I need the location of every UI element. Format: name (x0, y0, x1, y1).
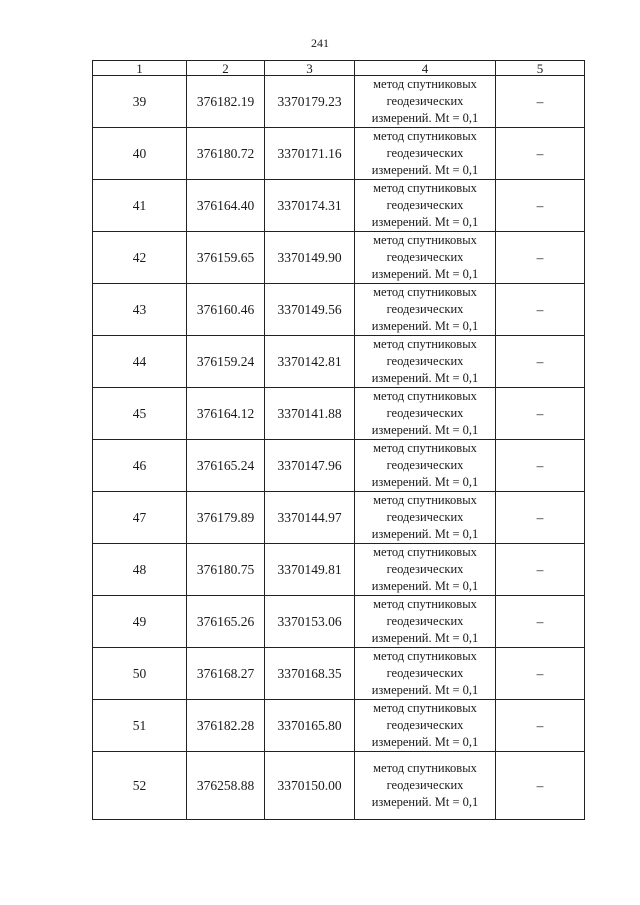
measurement-method (355, 700, 496, 752)
measurement-method-line: геодезических (386, 562, 464, 576)
note-cell: – (496, 336, 585, 388)
note-cell: – (496, 440, 585, 492)
table-row (93, 76, 585, 128)
note-cell: – (496, 752, 585, 820)
measurement-method-line: измерений. Mt = 0,1 (371, 527, 479, 541)
measurement-method (355, 544, 496, 596)
y-coordinate: 3370174.31 (265, 180, 355, 232)
measurement-method-line: геодезических (386, 510, 464, 524)
table-row (93, 596, 585, 648)
table-row (93, 544, 585, 596)
x-coordinate: 376165.26 (187, 596, 265, 648)
x-coordinate: 376258.88 (187, 752, 265, 820)
measurement-method-line: метод спутниковых (373, 77, 477, 91)
column-header-5: 5 (496, 61, 585, 76)
measurement-method-line: геодезических (386, 778, 464, 792)
measurement-method-line: измерений. Mt = 0,1 (371, 215, 479, 229)
measurement-method-line: метод спутниковых (373, 649, 477, 663)
measurement-method-line: метод спутниковых (373, 761, 477, 775)
y-coordinate: 3370165.80 (265, 700, 355, 752)
measurement-method-line: измерений. Mt = 0,1 (371, 111, 479, 125)
note-cell: – (496, 648, 585, 700)
point-number: 45 (93, 388, 187, 440)
note-cell: – (496, 128, 585, 180)
x-coordinate: 376180.75 (187, 544, 265, 596)
table-row (93, 752, 585, 820)
table-row (93, 440, 585, 492)
point-number: 49 (93, 596, 187, 648)
measurement-method-line: геодезических (386, 354, 464, 368)
measurement-method-line: измерений. Mt = 0,1 (371, 319, 479, 333)
measurement-method-line: измерений. Mt = 0,1 (371, 579, 479, 593)
note-cell: – (496, 180, 585, 232)
note-cell: – (496, 232, 585, 284)
measurement-method-line: метод спутниковых (373, 441, 477, 455)
measurement-method-line: измерений. Mt = 0,1 (371, 163, 479, 177)
measurement-method-line: измерений. Mt = 0,1 (371, 371, 479, 385)
point-number: 44 (93, 336, 187, 388)
column-header-3: 3 (265, 61, 355, 76)
measurement-method-line: геодезических (386, 406, 464, 420)
measurement-method-line: измерений. Mt = 0,1 (371, 475, 479, 489)
measurement-method (355, 76, 496, 128)
x-coordinate: 376182.28 (187, 700, 265, 752)
point-number: 42 (93, 232, 187, 284)
y-coordinate: 3370153.06 (265, 596, 355, 648)
column-header-1: 1 (93, 61, 187, 76)
measurement-method (355, 284, 496, 336)
y-coordinate: 3370149.81 (265, 544, 355, 596)
measurement-method-line: метод спутниковых (373, 129, 477, 143)
measurement-method (355, 752, 496, 820)
column-header-2: 2 (187, 61, 265, 76)
point-number: 48 (93, 544, 187, 596)
note-cell: – (496, 388, 585, 440)
table-row (93, 336, 585, 388)
x-coordinate: 376165.24 (187, 440, 265, 492)
x-coordinate: 376159.65 (187, 232, 265, 284)
y-coordinate: 3370147.96 (265, 440, 355, 492)
measurement-method-line: геодезических (386, 94, 464, 108)
y-coordinate: 3370149.90 (265, 232, 355, 284)
measurement-method-line: измерений. Mt = 0,1 (371, 631, 479, 645)
measurement-method-line: метод спутниковых (373, 597, 477, 611)
measurement-method-line: геодезических (386, 614, 464, 628)
measurement-method-line: геодезических (386, 666, 464, 680)
column-header-4: 4 (355, 61, 496, 76)
measurement-method (355, 648, 496, 700)
point-number: 50 (93, 648, 187, 700)
measurement-method-line: метод спутниковых (373, 233, 477, 247)
measurement-method-line: измерений. Mt = 0,1 (371, 423, 479, 437)
note-cell: – (496, 284, 585, 336)
point-number: 41 (93, 180, 187, 232)
measurement-method-line: геодезических (386, 198, 464, 212)
measurement-method-line: измерений. Mt = 0,1 (371, 267, 479, 281)
point-number: 43 (93, 284, 187, 336)
table-row (93, 232, 585, 284)
measurement-method-line: геодезических (386, 146, 464, 160)
y-coordinate: 3370150.00 (265, 752, 355, 820)
y-coordinate: 3370179.23 (265, 76, 355, 128)
x-coordinate: 376164.40 (187, 180, 265, 232)
y-coordinate: 3370168.35 (265, 648, 355, 700)
measurement-method-line: измерений. Mt = 0,1 (371, 795, 479, 809)
measurement-method (355, 180, 496, 232)
point-number: 52 (93, 752, 187, 820)
note-cell: – (496, 76, 585, 128)
measurement-method-line: геодезических (386, 458, 464, 472)
measurement-method (355, 440, 496, 492)
note-cell: – (496, 700, 585, 752)
table-row (93, 492, 585, 544)
point-number: 39 (93, 76, 187, 128)
point-number: 51 (93, 700, 187, 752)
note-cell: – (496, 544, 585, 596)
measurement-method (355, 596, 496, 648)
measurement-method-line: измерений. Mt = 0,1 (371, 735, 479, 749)
table-row (93, 388, 585, 440)
point-number: 46 (93, 440, 187, 492)
measurement-method-line: метод спутниковых (373, 701, 477, 715)
measurement-method-line: метод спутниковых (373, 181, 477, 195)
y-coordinate: 3370141.88 (265, 388, 355, 440)
y-coordinate: 3370144.97 (265, 492, 355, 544)
table-body (93, 76, 585, 820)
measurement-method-line: метод спутниковых (373, 493, 477, 507)
x-coordinate: 376180.72 (187, 128, 265, 180)
measurement-method (355, 232, 496, 284)
x-coordinate: 376179.89 (187, 492, 265, 544)
coordinates-table (92, 60, 585, 820)
measurement-method (355, 336, 496, 388)
measurement-method-line: метод спутниковых (373, 389, 477, 403)
measurement-method (355, 388, 496, 440)
measurement-method-line: метод спутниковых (373, 337, 477, 351)
x-coordinate: 376164.12 (187, 388, 265, 440)
y-coordinate: 3370142.81 (265, 336, 355, 388)
measurement-method-line: метод спутниковых (373, 285, 477, 299)
x-coordinate: 376159.24 (187, 336, 265, 388)
measurement-method (355, 128, 496, 180)
note-cell: – (496, 596, 585, 648)
y-coordinate: 3370171.16 (265, 128, 355, 180)
x-coordinate: 376168.27 (187, 648, 265, 700)
table-header-row (93, 61, 585, 76)
measurement-method-line: метод спутниковых (373, 545, 477, 559)
y-coordinate: 3370149.56 (265, 284, 355, 336)
table-row (93, 700, 585, 752)
table-row (93, 128, 585, 180)
table-row (93, 648, 585, 700)
table-row (93, 180, 585, 232)
point-number: 47 (93, 492, 187, 544)
x-coordinate: 376182.19 (187, 76, 265, 128)
measurement-method-line: измерений. Mt = 0,1 (371, 683, 479, 697)
x-coordinate: 376160.46 (187, 284, 265, 336)
note-cell: – (496, 492, 585, 544)
point-number: 40 (93, 128, 187, 180)
measurement-method-line: геодезических (386, 718, 464, 732)
measurement-method-line: геодезических (386, 302, 464, 316)
page-number: 241 (311, 36, 329, 50)
measurement-method-line: геодезических (386, 250, 464, 264)
measurement-method (355, 492, 496, 544)
table-row (93, 284, 585, 336)
